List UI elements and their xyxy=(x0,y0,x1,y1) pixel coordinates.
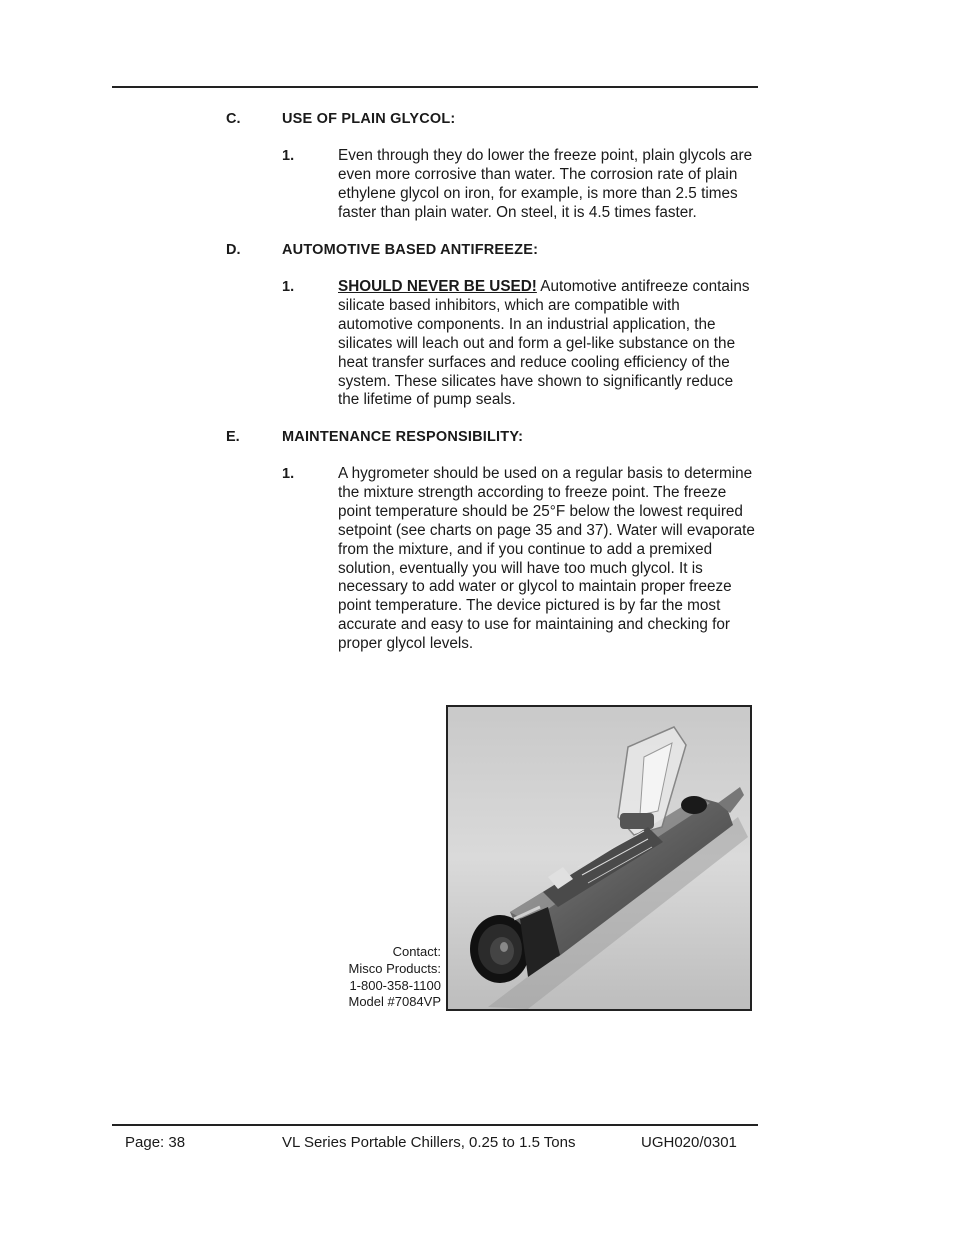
caption-phone: 1-800-358-1100 xyxy=(349,977,441,993)
refractometer-photo xyxy=(446,705,752,1011)
warning-emphasis: SHOULD NEVER BE USED! xyxy=(338,278,537,295)
footer-document-code: UGH020/0301 xyxy=(641,1134,737,1151)
footer-document-title: VL Series Portable Chillers, 0.25 to 1.5 Tons xyxy=(282,1134,576,1151)
photo-caption xyxy=(300,944,441,1011)
section-e-item-1-body: A hygrometer should be used on a regular basis to determine the mixture strength according to freeze point. The freeze point temperature should be 25°F below the lowest required setpoint (see charts on page 35 and 37). Water will evaporate from the mixture, and if you continue to add a premixed solution, eventually you will have too much glycol. It is necessary to add water or glycol to maintain proper freeze point temperature. The device pictured is by far the most accurate and easy to use for maintaining and checking for proper glycol levels. xyxy=(338,465,755,653)
caption-contact: Contact: xyxy=(392,944,441,959)
section-d-item-1-number: 1. xyxy=(282,279,295,295)
section-c-item-1-text xyxy=(338,147,756,223)
section-d-title: AUTOMOTIVE BASED ANTIFREEZE: xyxy=(282,242,539,258)
section-d-letter: D. xyxy=(226,242,241,258)
section-c-title: USE OF PLAIN GLYCOL: xyxy=(282,111,456,127)
footer-rule xyxy=(112,1124,758,1126)
section-c-item-1-number: 1. xyxy=(282,148,295,164)
section-d-item-1-text xyxy=(338,278,756,410)
section-e-title: MAINTENANCE RESPONSIBILITY: xyxy=(282,429,524,445)
header-rule xyxy=(112,86,758,88)
caption-model: Model #7084VP xyxy=(348,994,441,1010)
footer-page-number: Page: 38 xyxy=(125,1134,186,1151)
section-c-letter: C. xyxy=(226,111,241,127)
section-e-letter: E. xyxy=(226,429,240,445)
section-d-item-1-body: Automotive antifreeze contains silicate based inhibitors, which are compatible with automotive components. In an industrial application, the silicates will leach out and form a gel-like substance on the heat transfer surfaces and reduce cooling efficiency of the system. These silicates have shown to significantly reduce the lifetime of pump seals. xyxy=(338,278,750,409)
refractometer-illustration xyxy=(448,707,750,1009)
section-e-item-1-text xyxy=(338,465,756,654)
section-c-item-1-body: Even through they do lower the freeze point, plain glycols are even more corrosive than water. The corrosion rate of plain ethylene glycol on iron, for example, is more than 2.5 times faster than plain water. On steel, it is 4.5 times faster. xyxy=(338,147,753,221)
caption-company: Misco Products: xyxy=(348,960,441,976)
section-e-item-1-number: 1. xyxy=(282,466,295,482)
